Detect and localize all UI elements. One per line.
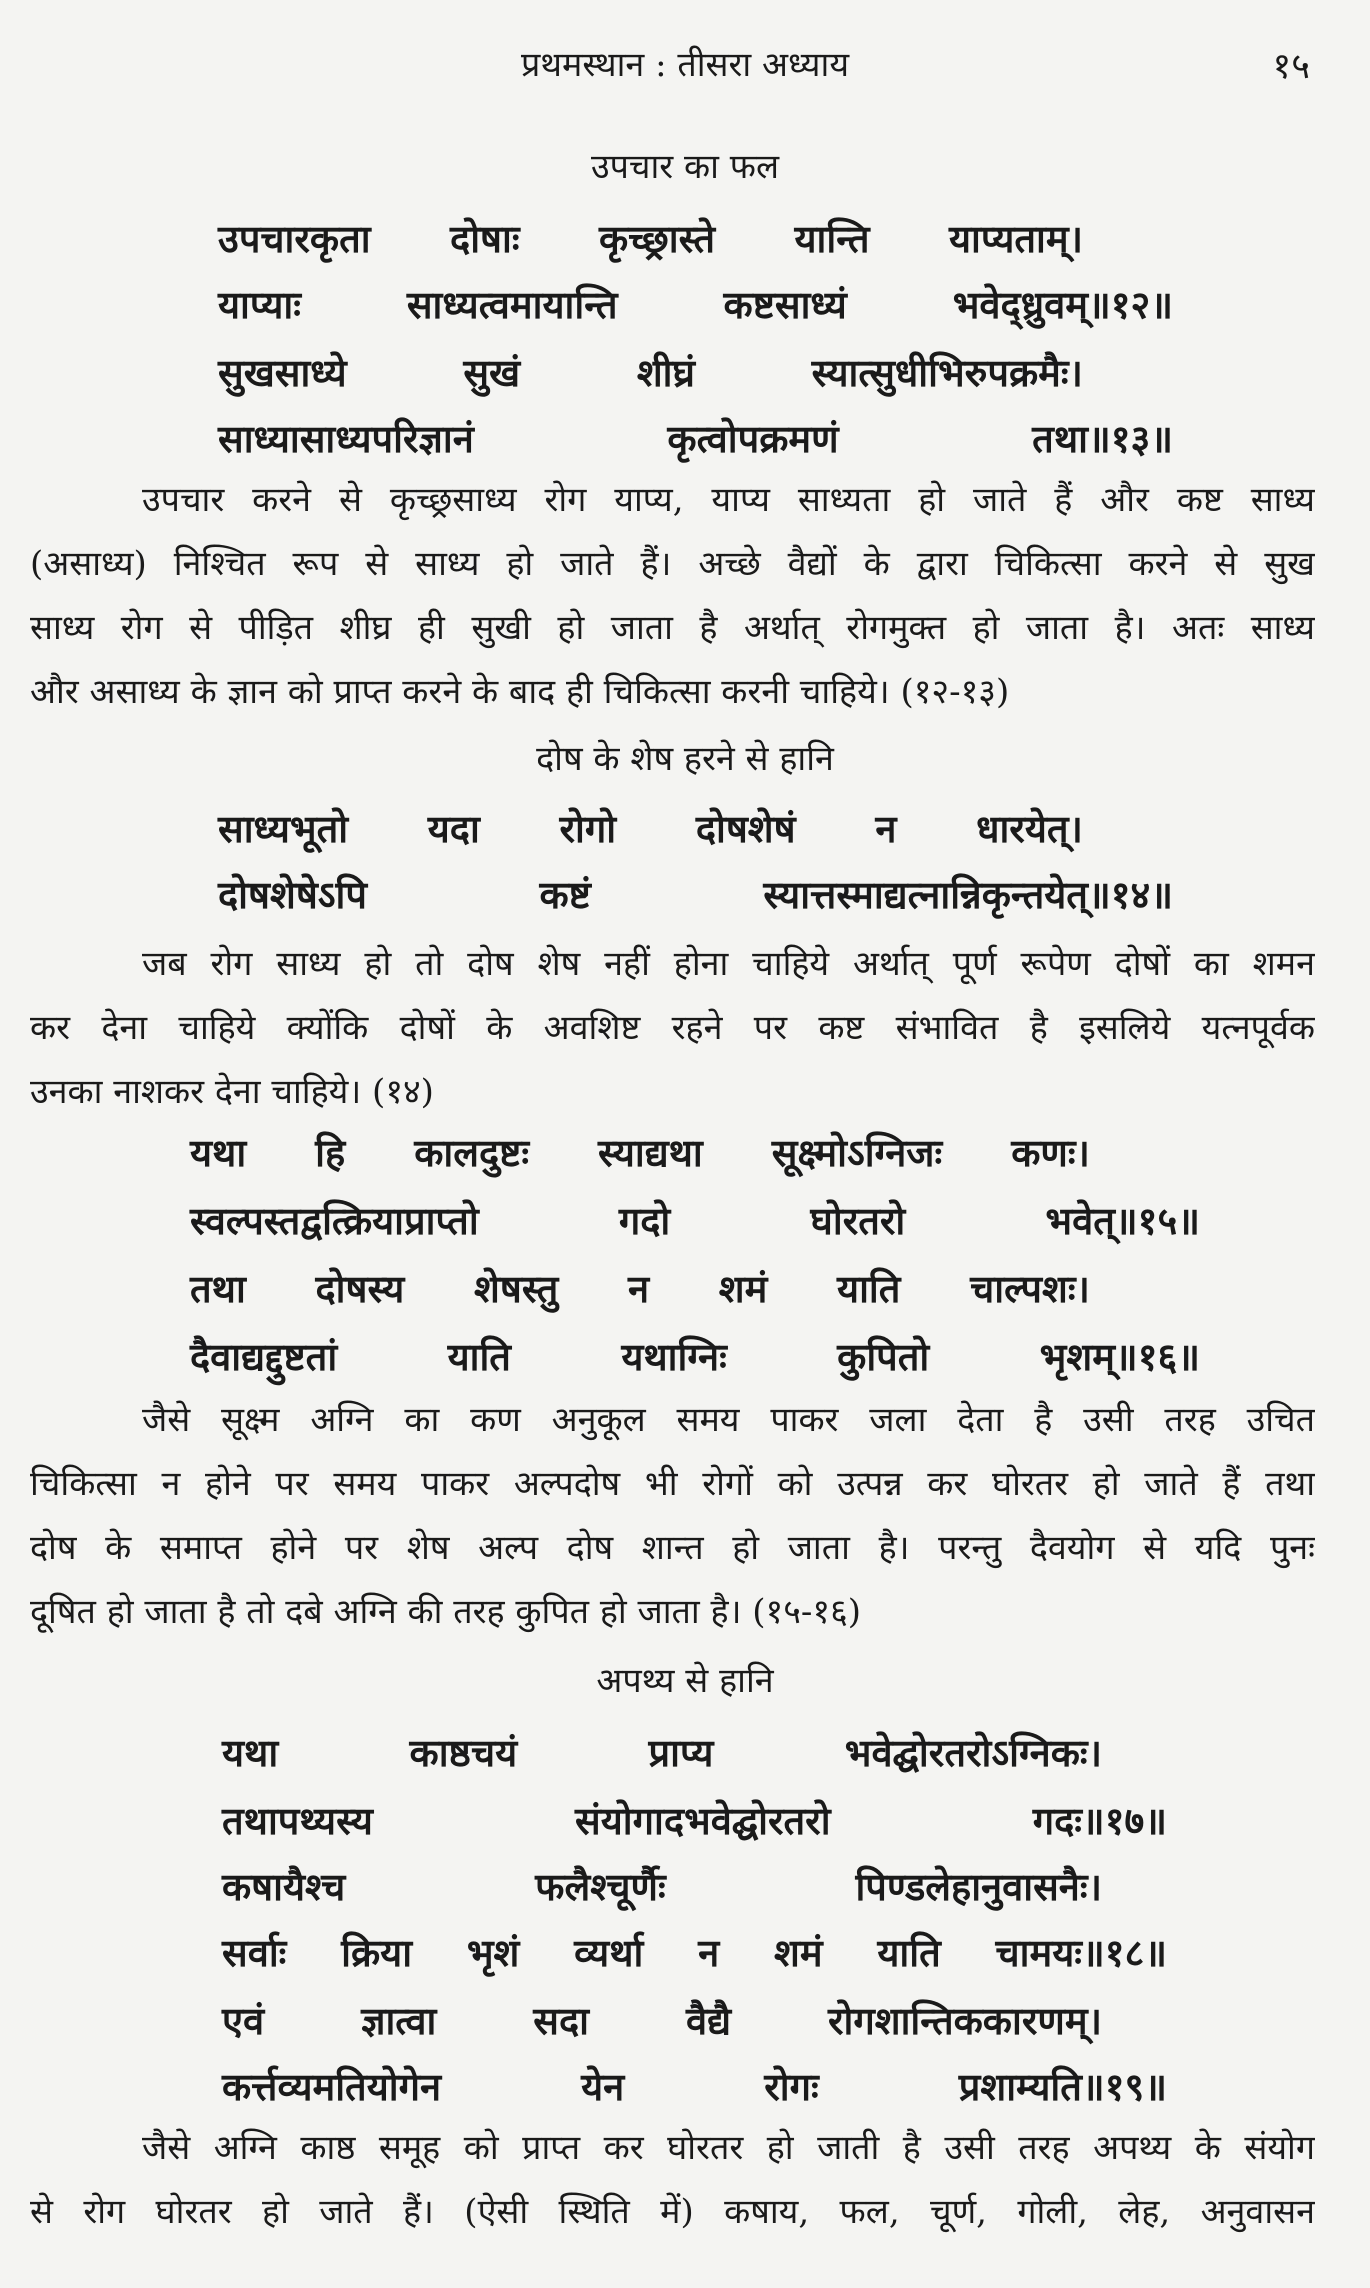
paragraph-line: कर देना चाहिये क्योंकि दोषों के अवशिष्ट रहने पर कष्ट संभावित है इसलिये यत्नपूर्वक [30, 1008, 1315, 1048]
verse-word: धारयेत्। [976, 806, 1083, 851]
verse-word: कालदुष्टः [414, 1130, 530, 1175]
verse-word: सुखं [463, 350, 521, 395]
verse-word: तथा॥१३॥ [1032, 416, 1173, 461]
running-head: प्रथमस्थान : तीसरा अध्याय [520, 45, 850, 85]
verse-line [190, 1330, 1200, 1382]
verse-line [218, 212, 1083, 264]
verse-word: कणः। [1011, 1130, 1090, 1175]
verse-word: शेषस्तु [474, 1266, 559, 1311]
verse-line [218, 868, 1173, 920]
section-heading: उपचार का फल [590, 147, 780, 187]
page-number: १५ [1272, 46, 1310, 87]
verse-line [222, 1994, 1102, 2046]
verse-word: साध्यभूतो [218, 806, 349, 851]
verse-word: भवेद्घोरतरोऽग्निकः। [844, 1730, 1102, 1775]
verse-word: न [698, 1930, 720, 1975]
verse-word: गदो [618, 1198, 671, 1243]
paragraph-line: और असाध्य के ज्ञान को प्राप्त करने के बाद ही चिकित्सा करनी चाहिये। (१२-१३) [30, 672, 1010, 712]
verse-word: ज्ञात्वा [361, 1998, 437, 2043]
verse-word: सदा [533, 1998, 589, 2043]
verse-word: याप्याः [218, 282, 301, 327]
verse-word: येन [581, 2064, 625, 2109]
verse-word: स्यात्तस्माद्यत्नान्निकृन्तयेत्॥१४॥ [763, 872, 1173, 917]
verse-word: याप्यताम्। [949, 216, 1083, 261]
verse-word: न [627, 1266, 650, 1311]
verse-word: यान्ति [794, 216, 870, 261]
verse-word: भवेद्ध्रुवम्॥१२॥ [952, 282, 1173, 327]
verse-word: याति [447, 1334, 511, 1379]
verse-word: सर्वाः [222, 1930, 287, 1975]
verse-word: गदः॥१७॥ [1032, 1798, 1167, 1843]
verse-line [222, 1926, 1167, 1978]
verse-word: न [875, 806, 897, 851]
verse-word: शीघ्रं [636, 350, 695, 395]
verse-word: रोगो [559, 806, 617, 851]
verse-word: यथा [222, 1730, 279, 1775]
paragraph-line: चिकित्सा न होने पर समय पाकर अल्पदोष भी रोगों को उत्पन्न कर घोरतर हो जाते हैं तथा [30, 1464, 1315, 1504]
verse-word: दोषाः [450, 216, 520, 261]
verse-line [222, 1794, 1167, 1846]
verse-word: एवं [222, 1998, 265, 2043]
page-header [0, 40, 1370, 100]
verse-word: यथाग्निः [621, 1334, 727, 1379]
verse-word: दोषशेषं [695, 806, 796, 851]
paragraph-line: जब रोग साध्य हो तो दोष शेष नहीं होना चाहिये अर्थात् पूर्ण रूपेण दोषों का शमन [142, 944, 1315, 984]
verse-word: चाल्पशः। [970, 1266, 1090, 1311]
verse-word: साध्यत्वमायान्ति [406, 282, 618, 327]
verse-word: सूक्ष्मोऽग्निजः [771, 1130, 943, 1175]
paragraph-line: साध्य रोग से पीड़ित शीघ्र ही सुखी हो जाता है अर्थात् रोगमुक्त हो जाता है। अतः साध्य [30, 608, 1315, 648]
paragraph-line: दूषित हो जाता है तो दबे अग्नि की तरह कुपित हो जाता है। (१५-१६) [30, 1592, 862, 1632]
verse-word: क्रिया [341, 1930, 413, 1975]
paragraph-line: से रोग घोरतर हो जाते हैं। (ऐसी स्थिति में) कषाय, फल, चूर्ण, गोली, लेह, अनुवासन [30, 2192, 1315, 2232]
verse-word: व्यर्था [574, 1930, 644, 1975]
section-heading: दोष के शेष हरने से हानि [536, 739, 834, 779]
verse-line [218, 278, 1173, 330]
verse-word: सुखसाध्ये [218, 350, 347, 395]
verse-word: फलैश्चूर्णैः [535, 1864, 666, 1909]
paragraph-line: जैसे सूक्ष्म अग्नि का कण अनुकूल समय पाकर जला देता है उसी तरह उचित [142, 1400, 1315, 1440]
verse-word: दैवाद्यद्दुष्टतां [190, 1334, 338, 1379]
verse-word: कर्त्तव्यमतियोगेन [222, 2064, 442, 2109]
verse-word: चामयः॥१८॥ [995, 1930, 1167, 1975]
verse-line [222, 2060, 1167, 2112]
verse-word: संयोगादभवेद्घोरतरो [575, 1798, 831, 1843]
verse-word: यथा [190, 1130, 247, 1175]
commentary-paragraph [30, 1388, 1315, 1644]
paragraph-line: (असाध्य) निश्चित रूप से साध्य हो जाते हैं। अच्छे वैद्यों के द्वारा चिकित्सा करने से सुख [30, 544, 1315, 584]
verse-word: कष्टं [539, 872, 591, 917]
verse-word: शमं [774, 1930, 823, 1975]
verse-word: रोगशान्तिककारणम्। [827, 1998, 1102, 2043]
verse-word: याति [837, 1266, 901, 1311]
verse-word: दोषशेषेऽपि [218, 872, 367, 917]
verse-word: प्रशाम्यति॥१९॥ [958, 2064, 1167, 2109]
verse-word: प्राप्य [648, 1730, 714, 1775]
verse-word: स्याद्यथा [598, 1130, 703, 1175]
verse-word: घोरतरो [810, 1198, 906, 1243]
paragraph-line: उनका नाशकर देना चाहिये। (१४) [30, 1072, 434, 1112]
verse-line [190, 1262, 1090, 1314]
verse-line [222, 1726, 1102, 1778]
verse-word: वैद्यै [685, 1998, 732, 2043]
verse-word: तथापथ्यस्य [222, 1798, 373, 1843]
verse-line [218, 346, 1083, 398]
paragraph-line: उपचार करने से कृच्छ्रसाध्य रोग याप्य, याप्य साध्यता हो जाते हैं और कष्ट साध्य [142, 480, 1315, 520]
verse-word: उपचारकृता [218, 216, 371, 261]
paragraph-line: जैसे अग्नि काष्ठ समूह को प्राप्त कर घोरतर हो जाती है उसी तरह अपथ्य के संयोग [142, 2128, 1315, 2168]
verse-line [218, 802, 1083, 854]
verse-line [218, 412, 1173, 464]
section-heading: अपथ्य से हानि [596, 1661, 774, 1701]
verse-word: तथा [190, 1266, 246, 1311]
verse-word: पिण्डलेहानुवासनैः। [855, 1864, 1102, 1909]
verse-word: भृशम्॥१६॥ [1039, 1334, 1200, 1379]
verse-word: रोगः [764, 2064, 819, 2109]
commentary-paragraph [30, 468, 1315, 724]
verse-word: शमं [718, 1266, 768, 1311]
verse-word: यदा [427, 806, 480, 851]
verse-line [222, 1860, 1102, 1912]
verse-word: भृशं [466, 1930, 520, 1975]
commentary-paragraph [30, 2116, 1315, 2244]
verse-line [190, 1126, 1090, 1178]
paragraph-line: दोष के समाप्त होने पर शेष अल्प दोष शान्त हो जाता है। परन्तु दैवयोग से यदि पुनः [30, 1528, 1315, 1568]
verse-word: स्वल्पस्तद्वत्क्रियाप्राप्तो [190, 1198, 479, 1243]
verse-word: कुपितो [837, 1334, 930, 1379]
verse-word: याति [877, 1930, 941, 1975]
verse-word: कृत्वोपक्रमणं [667, 416, 839, 461]
verse-word: स्यात्सुधीभिरुपक्रमैः। [811, 350, 1083, 395]
verse-word: कषायैश्च [222, 1864, 346, 1909]
commentary-paragraph [30, 932, 1315, 1124]
verse-word: साध्यासाध्यपरिज्ञानं [218, 416, 474, 461]
verse-line [190, 1194, 1200, 1246]
verse-word: भवेत्॥१५॥ [1045, 1198, 1200, 1243]
verse-word: काष्ठचयं [409, 1730, 518, 1775]
verse-word: कष्टसाध्यं [723, 282, 847, 327]
verse-word: हि [315, 1130, 346, 1175]
verse-word: कृच्छ्रास्ते [598, 216, 716, 261]
verse-word: दोषस्य [315, 1266, 405, 1311]
